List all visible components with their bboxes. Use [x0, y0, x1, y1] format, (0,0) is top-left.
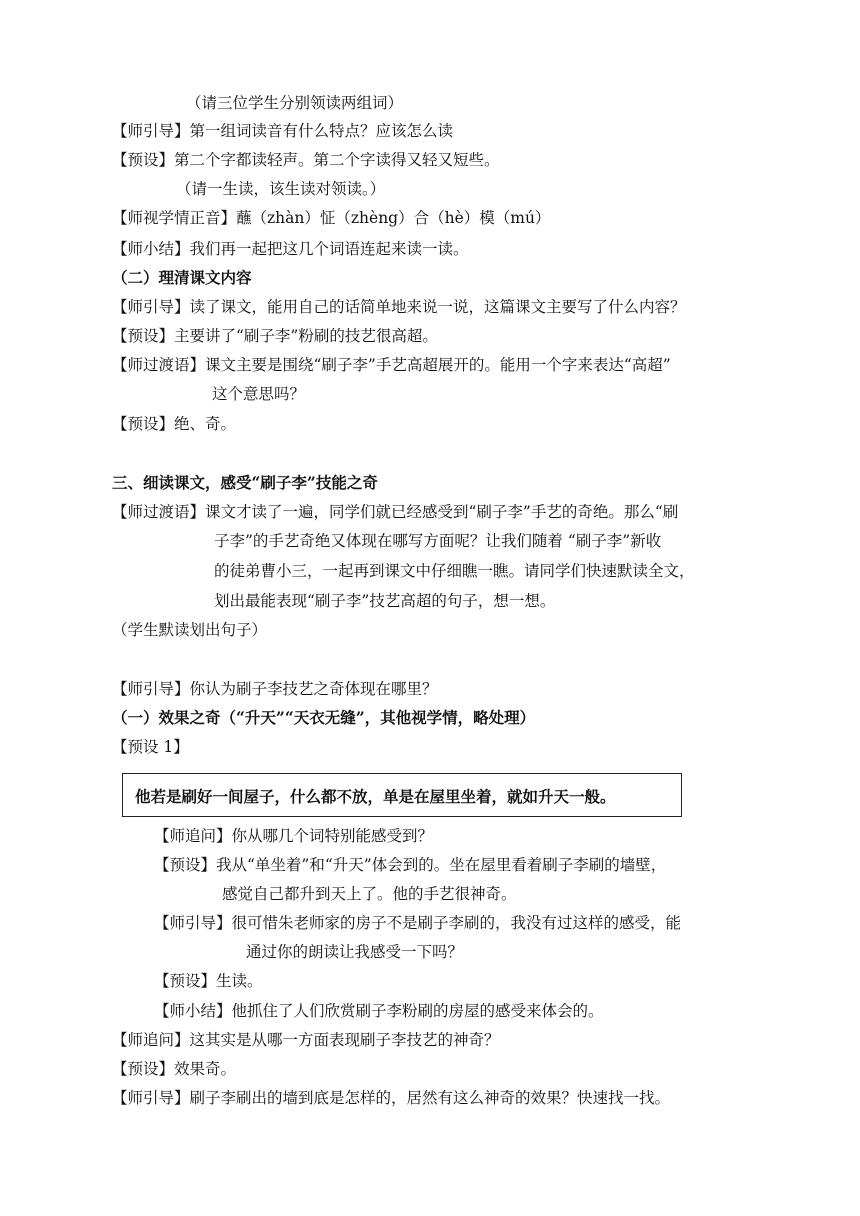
text-line: 【预设 1】 — [112, 738, 189, 756]
text-line: 【师过渡语】课文主要是围绕“刷子李”手艺高超展开的。能用一个字来表达“高超” — [112, 356, 671, 374]
text-line: 【预设】主要讲了“刷子李”粉刷的技艺很高超。 — [112, 327, 438, 345]
text-line: 感觉自己都升到天上了。他的手艺很神奇。 — [222, 885, 517, 903]
text-line: 的徒弟曹小三，一起再到课文中仔细瞧一瞧。请同学们快速默读全文， — [214, 562, 695, 580]
text-line: 【师小结】他抓住了人们欣赏刷子李粉刷的房屋的感受来体会的。 — [154, 1002, 604, 1020]
text-line: 【师视学情正音】蘸（zhàn）怔（zhèng）合（hè）模（mú） — [112, 209, 551, 227]
text-line: 【师引导】很可惜朱老师家的房子不是刷子李刷的，我没有过这样的感受，能 — [154, 914, 682, 932]
text-line: 【预设】效果奇。 — [112, 1060, 237, 1078]
text-line: （请三位学生分别领读两组词） — [186, 94, 404, 112]
section-heading: 三、细读课文，感受“刷子李”技能之奇 — [112, 473, 378, 492]
text-line: 划出最能表现“刷子李”技艺高超的句子，想一想。 — [214, 592, 556, 610]
section-heading: （一）效果之奇（“升天”“天衣无缝”，其他视学情，略处理） — [112, 708, 536, 727]
text-line: 【师追问】这其实是从哪一方面表现刷子李技艺的神奇？ — [112, 1031, 500, 1049]
text-line: 子李”的手艺奇绝又体现在哪写方面呢？让我们随着 “刷子李”新收 — [214, 532, 662, 550]
text-line: 这个意思吗？ — [212, 385, 306, 403]
text-line: 【师小结】我们再一起把这几个词语连起来读一读。 — [112, 240, 469, 258]
quote-text: 他若是刷好一间屋子，什么都不放，单是在屋里坐着，就如升天一般。 — [135, 787, 616, 806]
text-line: 【师引导】你认为刷子李技艺之奇体现在哪里？ — [112, 680, 438, 698]
text-line: 【师引导】刷子李刷出的墙到底是怎样的，居然有这么神奇的效果？快速找一找。 — [112, 1089, 671, 1107]
text-line: 【预设】我从“单坐着”和“升天”体会到的。坐在屋里看着刷子李刷的墙壁， — [154, 856, 667, 874]
text-line: 通过你的朗读让我感受一下吗？ — [246, 943, 464, 961]
text-line: （学生默读划出句子） — [112, 621, 268, 639]
text-line: 【师引导】第一组词读音有什么特点？应该怎么读 — [112, 122, 454, 140]
text-line: （请一生读，该生读对领读。） — [176, 180, 386, 198]
text-line: 【师过渡语】课文才读了一遍，同学们就已经感受到“刷子李”手艺的奇绝。那么“刷 — [112, 503, 679, 521]
text-line: 【师追问】你从哪几个词特别能感受到？ — [154, 827, 434, 845]
text-line: 【预设】第二个字都读轻声。第二个字读得又轻又短些。 — [112, 151, 500, 169]
text-line: 【预设】生读。 — [154, 972, 263, 990]
text-line: 【师引导】读了课文，能用自己的话简单地来说一说，这篇课文主要写了什么内容？ — [112, 298, 686, 316]
quote-box — [122, 773, 682, 817]
section-heading: （二）理清课文内容 — [112, 268, 252, 287]
text-line: 【预设】绝、奇。 — [112, 415, 237, 433]
